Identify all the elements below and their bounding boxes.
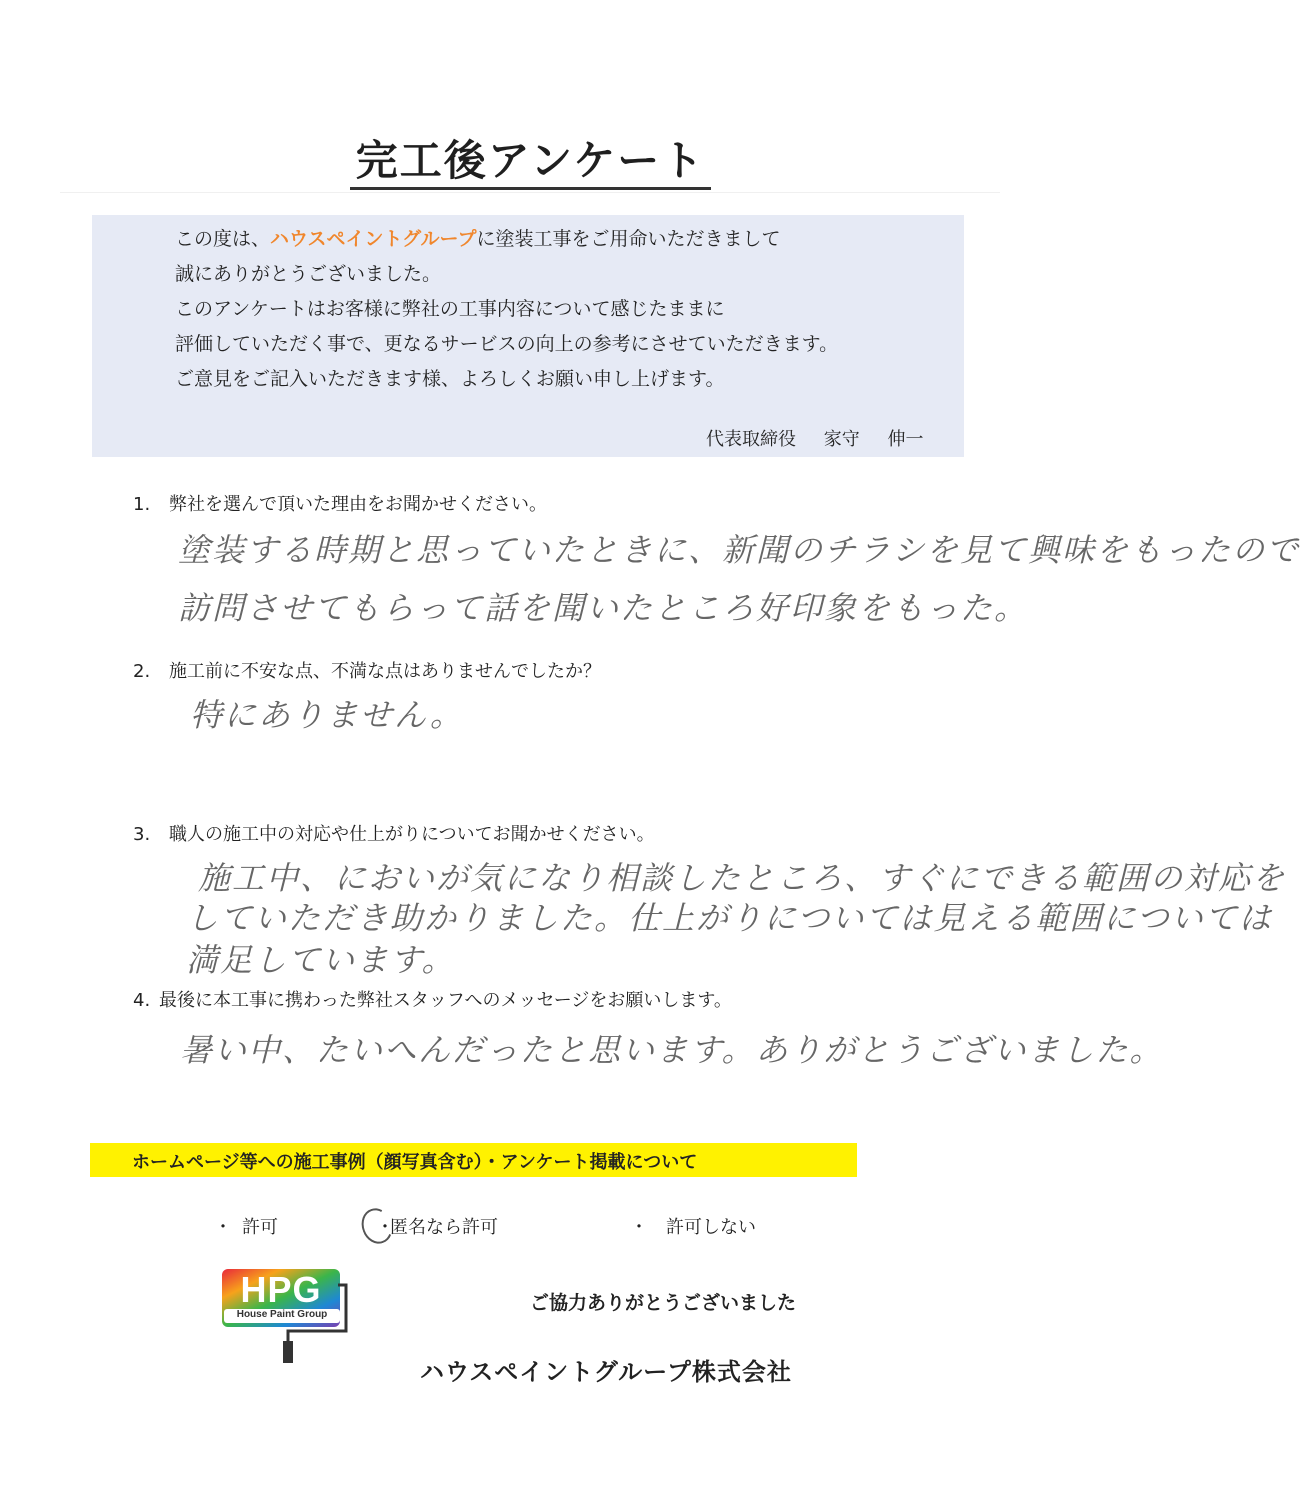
survey-title: [0, 128, 1061, 188]
answer-1-line-2: 訪問させてもらって話を聞いたところ好印象をもった。: [178, 589, 1029, 627]
question-2-text: 施工前に不安な点、不満な点はありませんでしたか？: [169, 661, 601, 682]
company-name-accent: ハウスペイントグループ: [270, 228, 477, 250]
question-4-text: 最後に本工事に携わった弊社スタッフへのメッセージをお願いします。: [159, 990, 732, 1011]
option-bullet: ・: [630, 1217, 648, 1238]
intro-line-5: ご意見をご記入いただきます様、よろしくお願い申し上げます。: [175, 368, 725, 390]
intro-text: [175, 222, 838, 397]
intro-line-1: [175, 222, 838, 257]
logo-text: HPG: [240, 1269, 322, 1310]
question-1: [133, 490, 547, 516]
option-anonymous-allow-label: 匿名なら許可: [390, 1217, 498, 1238]
answer-3-line-3: 満足しています。: [186, 941, 456, 979]
question-1-number: 1.: [133, 494, 151, 515]
answer-2-line-1: 特にありません。: [190, 696, 464, 734]
question-4-number: 4.: [133, 990, 151, 1011]
answer-3-line-1: 施工中、においが気になり相談したところ、すぐにできる範囲の対応を: [198, 859, 1287, 897]
question-2: [133, 657, 601, 683]
option-anonymous-allow[interactable]: [376, 1213, 498, 1239]
intro-line-3: このアンケートはお客様に弊社の工事内容について感じたままに: [175, 298, 725, 320]
answer-4-line-1: 暑い中、たいへんだったと思います。ありがとうございました。: [180, 1031, 1164, 1069]
answer-3-line-2: していただき助かりました。仕上がりについては見える範囲については: [186, 899, 1273, 937]
intro-line-2: 誠にありがとうございました。: [175, 263, 442, 285]
question-2-number: 2.: [133, 661, 151, 682]
hpg-logo: [220, 1265, 350, 1365]
intro-line-1-after: に塗装工事をご用命いただきまして: [476, 228, 781, 250]
divider: [60, 192, 1000, 193]
option-deny-label: 許可しない: [666, 1217, 756, 1238]
question-3: [133, 820, 655, 846]
option-bullet: ・: [376, 1217, 394, 1238]
survey-title-text: 完工後アンケート: [350, 136, 711, 190]
option-allow[interactable]: [214, 1213, 278, 1239]
permission-heading: ホームページ等への施工事例（顔写真含む）・アンケート掲載について: [132, 1152, 698, 1173]
company-name: ハウスペイントグループ株式会社: [420, 1358, 792, 1386]
option-bullet: ・: [214, 1217, 232, 1238]
question-4: [133, 986, 732, 1012]
question-3-number: 3.: [133, 824, 151, 845]
intro-line-1-before: この度は、: [175, 228, 271, 250]
logo-subtext: House Paint Group: [236, 1309, 328, 1320]
option-deny[interactable]: [630, 1213, 756, 1239]
answer-1-line-1: 塗装する時期と思っていたときに、新聞のチラシを見て興味をもったので: [178, 531, 1300, 569]
intro-line-4: 評価していただく事で、更なるサービスの向上の参考にさせていただきます。: [175, 333, 839, 355]
option-allow-label: 許可: [242, 1217, 278, 1238]
thanks-message: ご協力ありがとうございました: [530, 1292, 797, 1314]
question-3-text: 職人の施工中の対応や仕上がりについてお聞かせください。: [169, 824, 655, 845]
question-1-text: 弊社を選んで頂いた理由をお聞かせください。: [169, 494, 547, 515]
signature: 代表取締役 家守 伸一: [706, 429, 924, 450]
